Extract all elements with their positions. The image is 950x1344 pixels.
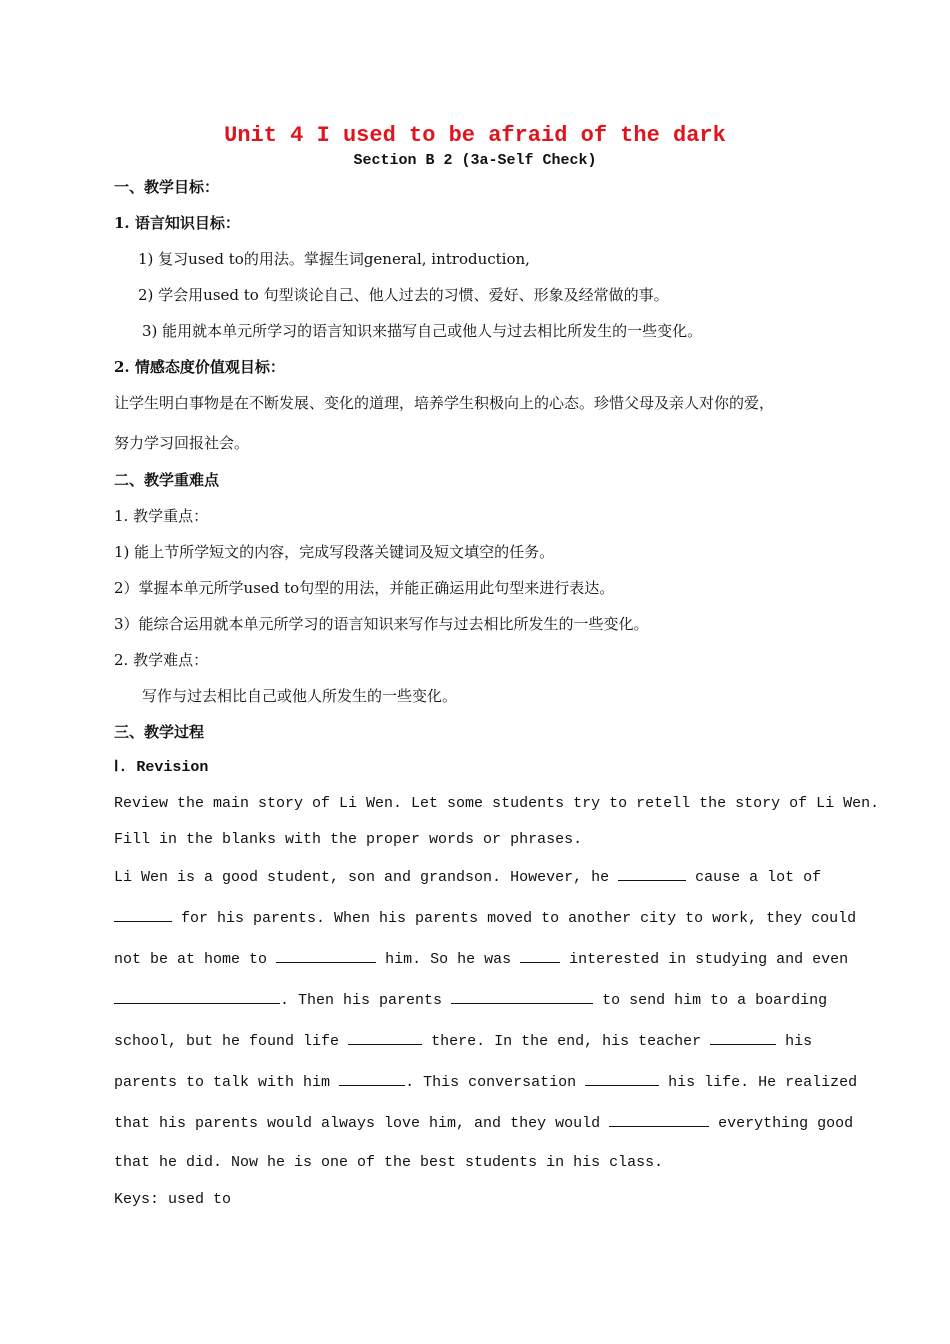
passage-text: . This conversation [405,1074,577,1091]
fill-blank [339,1072,405,1086]
passage-line [114,1031,812,1051]
passage-text: his [785,1033,813,1050]
language-goal-item: 2) 学会用used to 句型谈论自己、他人过去的习惯、爱好、形象及经常做的事。 [138,286,669,304]
passage-text: not be at home to [114,951,268,968]
fill-blank [114,908,172,922]
key-points-heading: 1. 教学重点： [114,507,209,525]
passage-line [114,908,856,928]
document-title: Unit 4 I used to be afraid of the dark [224,123,726,148]
passage-text: parents to talk with him [114,1074,331,1091]
review-text: Review the main story of Li Wen. Let some students try to retell the story of Li Wen. [114,795,880,812]
passage-text: that his parents would always love him, and they would [114,1115,601,1132]
passage-text: cause a lot of [695,869,822,886]
passage-text: . Then his parents [280,992,443,1009]
instruction-text: Fill in the blanks with the proper words or phrases. [114,831,583,848]
passage-line [114,1072,857,1092]
fill-blank [585,1072,659,1086]
document-subtitle: Section B 2 (3a-Self Check) [353,152,597,169]
fill-blank [710,1031,776,1045]
fill-blank [618,867,686,881]
fill-blank [609,1113,709,1127]
section2-heading: 二、教学重难点 [114,471,220,489]
passage-line: that he did. Now he is one of the best students in his class. [114,1154,664,1171]
difficult-point-text: 写作与过去相比自己或他人所发生的一些变化。 [142,687,458,705]
fill-blank [276,949,376,963]
fill-blank [520,949,560,963]
section3-heading: 三、教学过程 [114,723,205,741]
keys-text: Keys: used to [114,1191,232,1208]
values-goals-heading: 2. 情感态度价值观目标： [114,358,285,376]
passage-line [114,949,848,969]
passage-line [114,990,827,1010]
fill-blank [451,990,593,1004]
section1-heading: 一、教学目标： [114,178,220,196]
language-goal-item: 1) 复习used to的用法。掌握生词general, introduction, [138,250,530,268]
language-goal-item: 3) 能用就本单元所学习的语言知识来描写自己或他人与过去相比所发生的一些变化。 [142,322,703,340]
values-goals-text: 让学生明白事物是在不断发展、变化的道理，培养学生积极向上的心态。珍惜父母及亲人对你的爱， [114,394,775,412]
passage-text: everything good [718,1115,854,1132]
passage-text: interested in studying and even [569,951,849,968]
key-point-item: 3）能综合运用就本单元所学习的语言知识来写作与过去相比所发生的一些变化。 [114,615,649,633]
key-point-item: 2）掌握本单元所学used to句型的用法，并能正确运用此句型来进行表达。 [114,579,615,597]
key-point-item: 1) 能上节所学短文的内容，完成写段落关键词及短文填空的任务。 [114,543,555,561]
passage-text: there. In the end, his teacher [431,1033,702,1050]
language-goals-heading: 1. 语言知识目标： [114,214,240,232]
passage-text: him. So he was [385,951,512,968]
difficult-points-heading: 2. 教学难点： [114,651,209,669]
fill-blank [114,990,280,1004]
passage-line [114,867,821,887]
revision-heading: Ⅰ. Revision [114,759,209,776]
passage-text: his life. He realized [668,1074,858,1091]
passage-text: school, but he found life [114,1033,340,1050]
fill-blank [348,1031,422,1045]
passage-text: for his parents. When his parents moved to another city to work, they could [181,910,857,927]
passage-line [114,1113,853,1133]
passage-text: to send him to a boarding [602,992,828,1009]
passage-text: Li Wen is a good student, son and grandson. However, he [114,869,610,886]
values-goals-text: 努力学习回报社会。 [114,434,250,452]
